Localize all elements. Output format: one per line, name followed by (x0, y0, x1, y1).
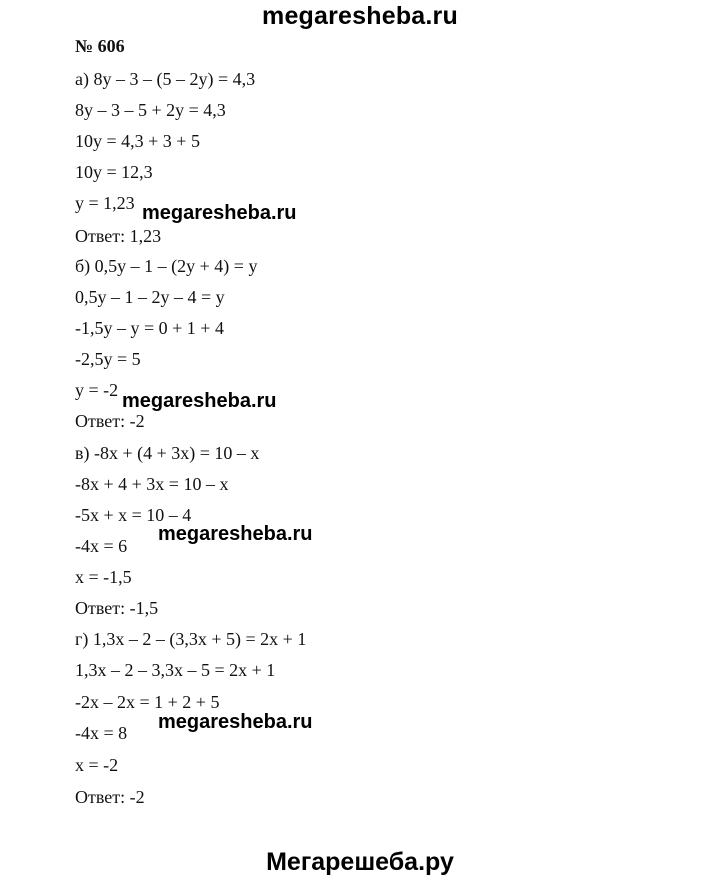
solution-line: -4x = 6 (75, 536, 128, 556)
solution-line: x = -1,5 (75, 567, 132, 587)
answer-line: Ответ: -2 (75, 787, 145, 807)
answer-line: Ответ: -1,5 (75, 598, 159, 618)
solution-line: г) 1,3x – 2 – (3,3x + 5) = 2x + 1 (75, 629, 307, 649)
watermark-bottom: Мегарешеба.ру (266, 848, 454, 876)
solution-line: 8y – 3 – 5 + 2y = 4,3 (75, 100, 226, 120)
solution-line: -8x + 4 + 3x = 10 – x (75, 474, 229, 494)
solution-line: -1,5y – y = 0 + 1 + 4 (75, 318, 224, 338)
solution-line: x = -2 (75, 755, 119, 775)
solution-line: y = 1,23 (75, 193, 135, 213)
solution-line: 1,3x – 2 – 3,3x – 5 = 2x + 1 (75, 660, 276, 680)
solution-line: 0,5y – 1 – 2y – 4 = y (75, 287, 225, 307)
watermark-inline: megaresheba.ru (158, 523, 313, 545)
solution-line: в) -8x + (4 + 3x) = 10 – x (75, 443, 260, 463)
solution-line: -2x – 2x = 1 + 2 + 5 (75, 692, 220, 712)
problem-number: № 606 (75, 36, 125, 56)
solution-line: а) 8y – 3 – (5 – 2y) = 4,3 (75, 69, 256, 89)
watermark-top: megaresheba.ru (262, 2, 458, 30)
solution-line: 10y = 12,3 (75, 162, 153, 182)
watermark-inline: megaresheba.ru (142, 202, 297, 224)
solution-line: 10y = 4,3 + 3 + 5 (75, 131, 200, 151)
solution-line: б) 0,5y – 1 – (2y + 4) = y (75, 256, 258, 276)
watermark-inline: megaresheba.ru (122, 390, 277, 412)
answer-line: Ответ: -2 (75, 411, 145, 431)
solution-line: -2,5y = 5 (75, 349, 141, 369)
solution-line: y = -2 (75, 380, 119, 400)
solution-line: -5x + x = 10 – 4 (75, 505, 192, 525)
solution-line: -4x = 8 (75, 723, 128, 743)
answer-line: Ответ: 1,23 (75, 226, 162, 246)
watermark-inline: megaresheba.ru (158, 711, 313, 733)
